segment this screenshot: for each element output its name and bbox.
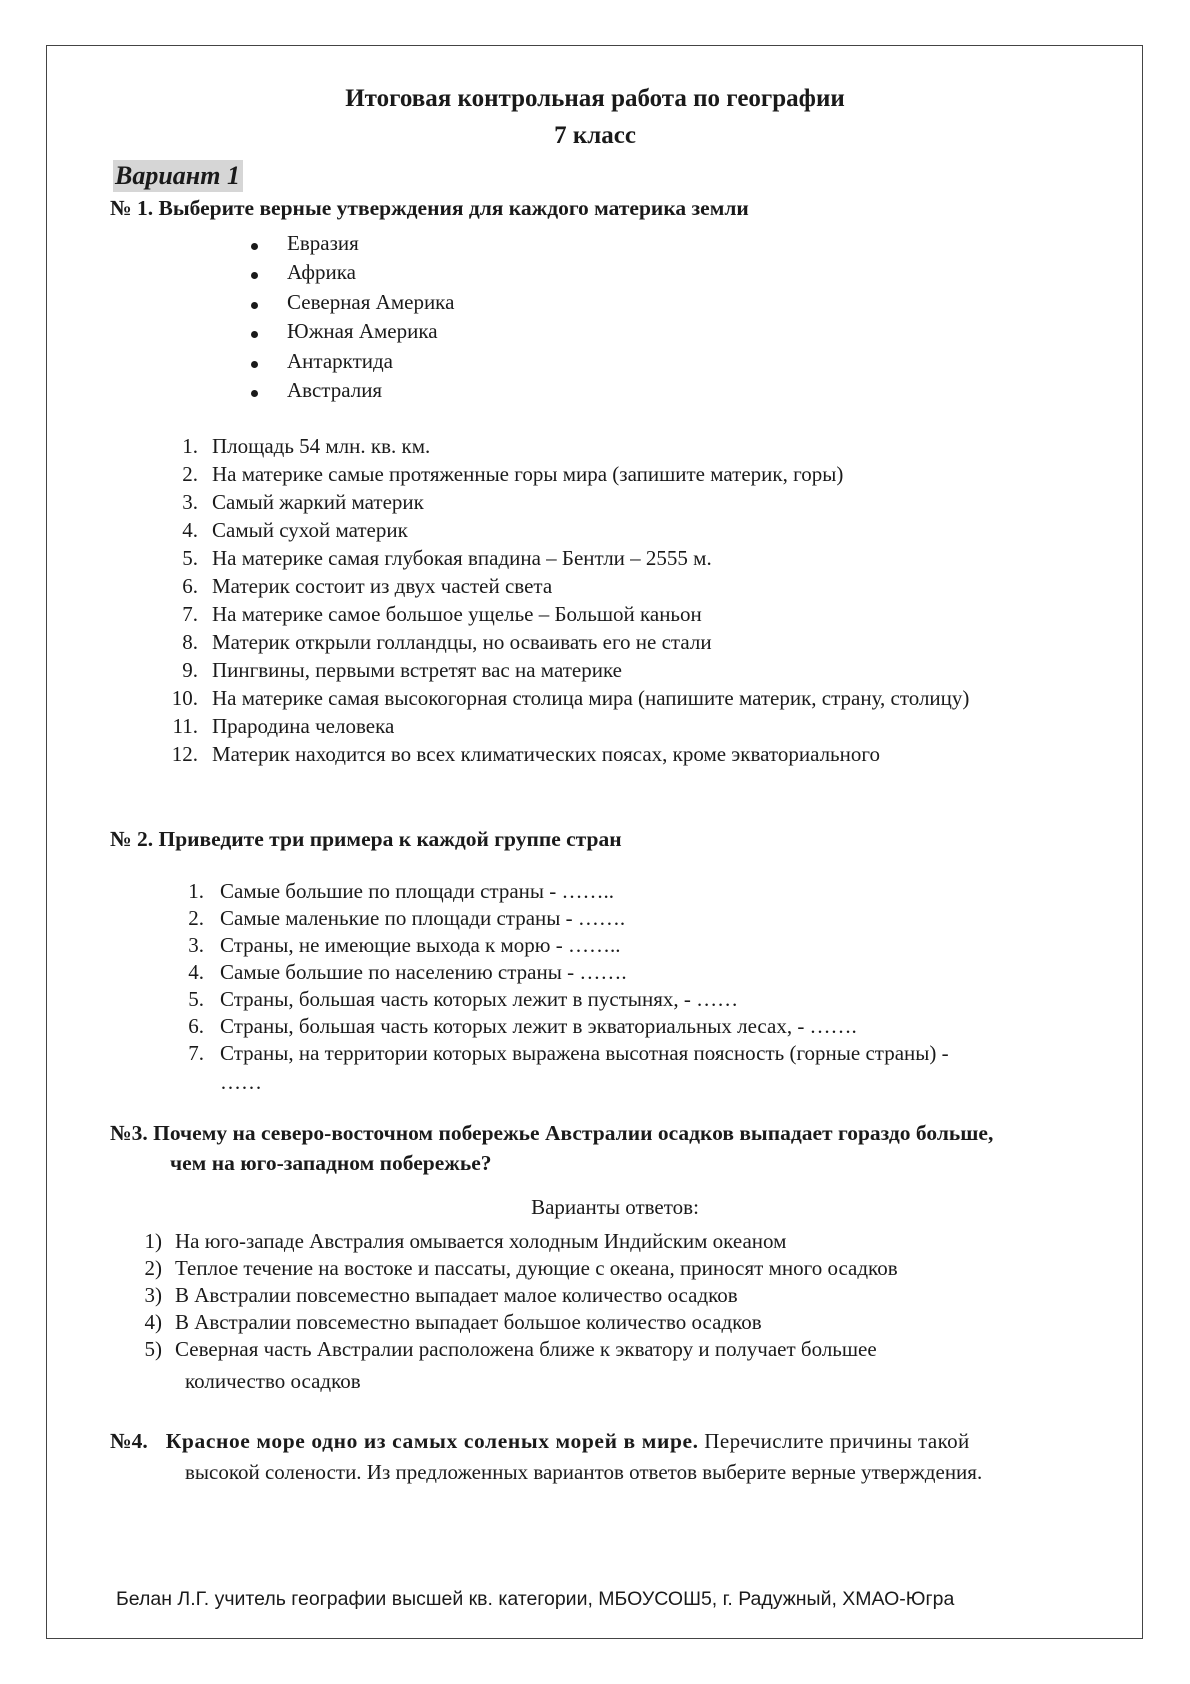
q1-title: № 1. Выберите верные утверждения для каждого материка земли (110, 196, 749, 220)
item-number: 4. (188, 960, 204, 984)
list-item: Материк находится во всех климатических поясах, кроме экваториального (212, 742, 880, 766)
q4-title-continuation: высокой солености. Из предложенных вариантов ответов выберите верные утверждения. (185, 1460, 983, 1484)
item-number: 6. (188, 1014, 204, 1038)
list-item: Евразия (287, 231, 359, 255)
item-number: 7. (182, 602, 198, 626)
list-item: Северная Америка (287, 290, 455, 314)
item-number: 11. (172, 714, 198, 738)
list-item: На материке самое большое ущелье – Большой каньон (212, 602, 702, 626)
list-item: Северная часть Австралии расположена ближе к экватору и получает большее (175, 1337, 877, 1361)
footer-author: Белан Л.Г. учитель географии высшей кв. категории, МБОУСОШ5, г. Радужный, ХМАО-Югра (116, 1588, 955, 1610)
list-item: На юго-западе Австралия омывается холодным Индийским океаном (175, 1229, 787, 1253)
bullet-icon (251, 302, 258, 309)
list-item: Антарктида (287, 349, 394, 373)
bullet-icon (251, 272, 258, 279)
bullet-icon (251, 243, 258, 250)
list-item: Страны, большая часть которых лежит в экваториальных лесах, - ……. (220, 1014, 857, 1038)
list-item-continuation: количество осадков (185, 1369, 361, 1393)
bullet-icon (251, 331, 258, 338)
item-number: 3) (144, 1283, 162, 1307)
item-number: 4. (182, 518, 198, 542)
bullet-icon (251, 390, 258, 397)
list-item: Африка (287, 260, 356, 284)
item-number: 1. (188, 879, 204, 903)
list-item: Прародина человека (212, 714, 395, 738)
item-number: 10. (171, 686, 198, 710)
item-number: 1. (182, 434, 198, 458)
list-item: Материк состоит из двух частей света (212, 574, 553, 598)
list-item: В Австралии повсеместно выпадает большое количество осадков (175, 1310, 762, 1334)
list-item: Теплое течение на востоке и пассаты, дующие с океана, приносят много осадков (175, 1256, 898, 1280)
list-item: В Австралии повсеместно выпадает малое количество осадков (175, 1283, 738, 1307)
item-number: 3. (182, 490, 198, 514)
item-number: 6. (182, 574, 198, 598)
list-item: Самый сухой материк (212, 518, 408, 542)
list-item-continuation: …… (220, 1070, 262, 1094)
list-item: Самые большие по населению страны - ……. (220, 960, 627, 984)
item-number: 12. (171, 742, 198, 766)
q3-title: №3. Почему на северо-восточном побережье Австралии осадков выпадает гораздо больше, (110, 1121, 994, 1145)
list-item: Площадь 54 млн. кв. км. (212, 434, 431, 458)
answers-label: Варианты ответов: (531, 1195, 699, 1219)
list-item: Пингвины, первыми встретят вас на материке (212, 658, 622, 682)
item-number: 5) (144, 1337, 162, 1361)
list-item: Южная Америка (287, 319, 438, 343)
list-item: Материк открыли голландцы, но осваивать его не стали (212, 630, 712, 654)
list-item: Страны, не имеющие выхода к морю - …….. (220, 933, 621, 957)
q3-title-continuation: чем на юго-западном побережье? (170, 1151, 492, 1175)
item-number: 2. (182, 462, 198, 486)
q4-number: №4. (110, 1429, 148, 1453)
item-number: 8. (182, 630, 198, 654)
list-item: Страны, большая часть которых лежит в пустынях, - …… (220, 987, 739, 1011)
item-number: 2) (144, 1256, 162, 1280)
list-item: Самый жаркий материк (212, 490, 424, 514)
list-item: На материке самые протяженные горы мира (запишите материк, горы) (212, 462, 844, 486)
item-number: 2. (188, 906, 204, 930)
item-number: 9. (182, 658, 198, 682)
variant-label: Вариант 1 (113, 160, 243, 192)
item-number: 3. (188, 933, 204, 957)
bullet-icon (251, 361, 258, 368)
q4-text (110, 1429, 1105, 1454)
q2-title: № 2. Приведите три примера к каждой группе стран (110, 827, 622, 851)
list-item: Самые маленькие по площади страны - ……. (220, 906, 626, 930)
page-title: Итоговая контрольная работа по географии (345, 85, 845, 112)
item-number: 7. (188, 1041, 204, 1065)
list-item: Самые большие по площади страны - …….. (220, 879, 615, 903)
list-item: Страны, на территории которых выражена высотная поясность (горные страны) - (220, 1041, 949, 1065)
list-item: Австралия (287, 378, 383, 402)
item-number: 5. (182, 546, 198, 570)
q4-title: Красное море одно из самых соленых морей в мире. (165, 1429, 699, 1453)
q4-title-rest: Перечислите причины такой (698, 1429, 970, 1453)
item-number: 4) (144, 1310, 162, 1334)
item-number: 1) (144, 1229, 162, 1253)
grade-title: 7 класс (554, 122, 636, 149)
list-item: На материке самая высокогорная столица мира (напишите материк, страну, столицу) (212, 686, 970, 710)
list-item: На материке самая глубокая впадина – Бентли – 2555 м. (212, 546, 712, 570)
item-number: 5. (188, 987, 204, 1011)
